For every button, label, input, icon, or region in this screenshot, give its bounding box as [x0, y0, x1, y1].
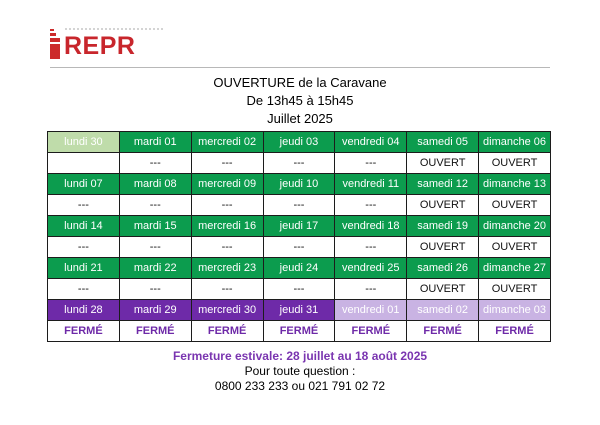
calendar-table: [47, 131, 551, 342]
day-cell: jeudi 03: [263, 132, 335, 153]
day-cell: jeudi 17: [263, 216, 335, 237]
day-cell: vendredi 11: [335, 174, 407, 195]
day-cell: vendredi 18: [335, 216, 407, 237]
contact-question: Pour toute question :: [244, 364, 356, 378]
day-cell: mercredi 09: [191, 174, 263, 195]
status-cell: OUVERT: [479, 279, 551, 300]
day-cell: lundi 14: [48, 216, 120, 237]
contact-phones: 0800 233 233 ou 021 791 02 72: [214, 379, 386, 393]
logo-mark-icon: [50, 29, 62, 59]
footer: [0, 349, 600, 394]
day-cell: mardi 01: [119, 132, 191, 153]
status-cell: ---: [263, 153, 335, 174]
status-cell: FERMÉ: [191, 321, 263, 342]
status-cell: ---: [191, 279, 263, 300]
status-cell: ---: [48, 195, 120, 216]
status-cell: FERMÉ: [335, 321, 407, 342]
status-cell: FERMÉ: [48, 321, 120, 342]
day-cell: dimanche 06: [479, 132, 551, 153]
day-cell: lundi 21: [48, 258, 120, 279]
page-title: OUVERTURE de la Caravane: [213, 75, 387, 90]
status-cell: ---: [335, 237, 407, 258]
day-cell: mercredi 23: [191, 258, 263, 279]
repr-logo: [50, 27, 250, 61]
status-cell: OUVERT: [407, 279, 479, 300]
day-cell: mercredi 30: [191, 300, 263, 321]
status-cell: ---: [48, 237, 120, 258]
calendar-status-row: [48, 237, 551, 258]
status-cell: ---: [335, 279, 407, 300]
status-cell: OUVERT: [479, 237, 551, 258]
header: [0, 74, 600, 128]
day-cell: dimanche 27: [479, 258, 551, 279]
status-cell: OUVERT: [407, 195, 479, 216]
day-cell: samedi 12: [407, 174, 479, 195]
status-cell: FERMÉ: [407, 321, 479, 342]
day-cell: dimanche 13: [479, 174, 551, 195]
status-cell: FERMÉ: [119, 321, 191, 342]
day-cell: mercredi 02: [191, 132, 263, 153]
day-cell: samedi 02: [407, 300, 479, 321]
status-cell: FERMÉ: [263, 321, 335, 342]
day-cell: samedi 26: [407, 258, 479, 279]
status-cell: ---: [119, 279, 191, 300]
calendar-status-row: [48, 279, 551, 300]
summer-closure-notice: Fermeture estivale: 28 juillet au 18 août 2025: [172, 349, 428, 363]
day-cell: lundi 30: [48, 132, 120, 153]
status-cell: ---: [335, 153, 407, 174]
opening-hours: De 13h45 à 15h45: [246, 93, 354, 108]
calendar-day-row: [48, 300, 551, 321]
day-cell: vendredi 04: [335, 132, 407, 153]
day-cell: samedi 05: [407, 132, 479, 153]
day-cell: mardi 15: [119, 216, 191, 237]
status-cell: OUVERT: [479, 195, 551, 216]
day-cell: jeudi 31: [263, 300, 335, 321]
day-cell: jeudi 24: [263, 258, 335, 279]
status-cell: OUVERT: [479, 153, 551, 174]
status-cell: ---: [119, 195, 191, 216]
day-cell: dimanche 20: [479, 216, 551, 237]
calendar-status-row: [48, 321, 551, 342]
header-divider: [50, 67, 550, 68]
day-cell: mardi 29: [119, 300, 191, 321]
calendar-status-row: [48, 153, 551, 174]
day-cell: mercredi 16: [191, 216, 263, 237]
status-cell: ---: [263, 237, 335, 258]
day-cell: dimanche 03: [479, 300, 551, 321]
calendar-status-row: [48, 195, 551, 216]
day-cell: mardi 22: [119, 258, 191, 279]
day-cell: samedi 19: [407, 216, 479, 237]
day-cell: vendredi 01: [335, 300, 407, 321]
status-cell: ---: [191, 153, 263, 174]
calendar-day-row: [48, 216, 551, 237]
status-cell: ---: [48, 279, 120, 300]
status-cell: ---: [263, 279, 335, 300]
status-cell: ---: [335, 195, 407, 216]
day-cell: mardi 08: [119, 174, 191, 195]
calendar-day-row: [48, 258, 551, 279]
status-cell: ---: [119, 153, 191, 174]
day-cell: lundi 28: [48, 300, 120, 321]
status-cell: ---: [119, 237, 191, 258]
status-cell: OUVERT: [407, 237, 479, 258]
calendar-day-row: [48, 132, 551, 153]
status-cell: [48, 153, 120, 174]
status-cell: OUVERT: [407, 153, 479, 174]
day-cell: vendredi 25: [335, 258, 407, 279]
logo-text: REPR: [64, 32, 136, 60]
day-cell: jeudi 10: [263, 174, 335, 195]
status-cell: ---: [191, 237, 263, 258]
status-cell: ---: [263, 195, 335, 216]
month-label: Juillet 2025: [267, 111, 333, 126]
status-cell: ---: [191, 195, 263, 216]
status-cell: FERMÉ: [479, 321, 551, 342]
calendar-day-row: [48, 174, 551, 195]
day-cell: lundi 07: [48, 174, 120, 195]
